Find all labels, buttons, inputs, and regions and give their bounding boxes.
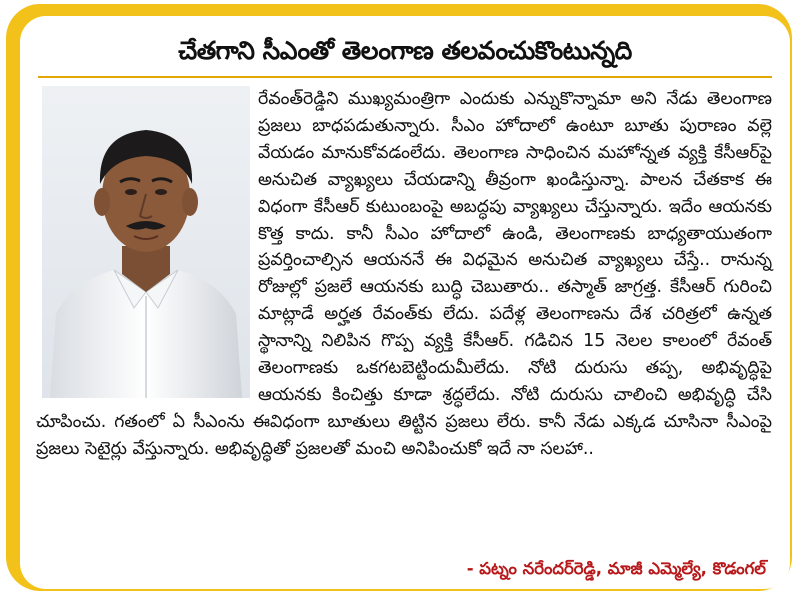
article-byline: - పట్నం నరేందర్‌రెడ్డి, మాజీ ఎమ్మెల్యే, కొడంగల్ bbox=[466, 559, 766, 578]
article-card bbox=[20, 16, 790, 589]
headline-divider bbox=[38, 76, 772, 78]
article-headline: చేతగాని సీఎంతో తెలంగాణ తలవంచుకొంటున్నది bbox=[178, 36, 632, 65]
article-body bbox=[36, 86, 772, 463]
article-frame bbox=[6, 4, 792, 591]
article-body-text: రేవంత్‌రెడ్డిని ముఖ్యమంత్రిగా ఎందుకు ఎన్నుకొన్నామా అని నేడు తెలంగాణ ప్రజలు బాధపడుతున్నారు. సీఎం హోదాలో ఉంటూ బూతు పురాణం వల్లె వేయడం మానుకోవడంలేదు. తెలంగాణ సాధించిన మహోన్నత వ్యక్తి కేసీఆర్‌పై అనుచిత వ్యాఖ్యలు చేయడాన్ని తీవ్రంగా ఖండిస్తున్నా. పాలన చేతకాక ఈ విధంగా కేసీఆర్ కుటుంబంపై అబద్ధపు వ్యాఖ్యలు చేస్తున్నారు. ఇదేం ఆయనకు కొత్త కాదు. కానీ సీఎం హోదాలో ఉండి, తెలంగాణకు బాధ్యతాయుతంగా ప్రవర్తించాల్సిన ఆయననే ఈ విధమైన అనుచిత వ్యాఖ్యలు చేస్తే.. రానున్న రోజుల్లో ప్రజలే ఆయనకు బుద్ధి చెబుతారు.. తస్మాత్ జాగ్రత్త. కేసీఆర్ గురించి మాట్లాడే అర్హత రేవంత్‌కు లేదు. పదేళ్ల తెలంగాణను దేశ చరిత్రలో ఉన్నత స్థానాన్ని నిలిపిన గొప్ప వ్యక్తి కేసీఆర్. గడిచిన 15 నెలల కాలంలో రేవంత్ తెలంగాణకు ఒకగటబెట్టిందుమీలేదు. నోటి దురుసు తప్ప, అభివృద్ధిపై ఆయనకు కించిత్తు కూడా శ్రద్ధలేదు. నోటి దురుసు చాలించి అభివృద్ధి చేసి చూపించు. గతంలో ఏ సీఎంను ఈవిధంగా బూతులు తిట్టిన ప్రజలు లేరు. కానీ నేడు ఎక్కడ చూసినా సీఎంపై ప్రజలు సెటైర్లు వేస్తున్నారు. అభివృద్ధితో ప్రజలతో మంచి అనిపించుకో ఇదే నా సలహా.. bbox=[36, 89, 772, 459]
photo-wrap-space bbox=[36, 86, 258, 392]
